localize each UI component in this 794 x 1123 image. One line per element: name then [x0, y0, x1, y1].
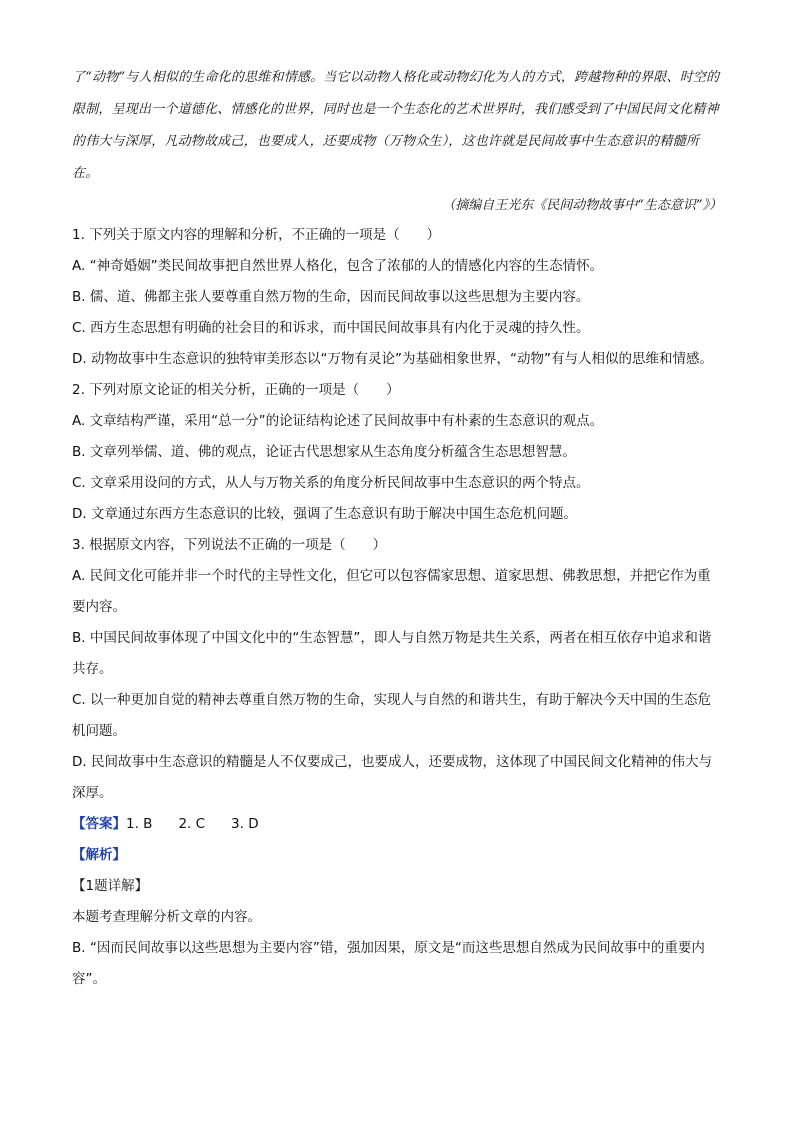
option-c: C. 文章采用设问的方式，从人与万物关系的角度分析民间故事中生态意识的两个特点。 — [72, 475, 590, 491]
option-c: C. 以一种更加自觉的精神去尊重自然万物的生命，实现人与自然的和谐共生，有助于解决今天中国的生态危机问题。 — [72, 692, 712, 739]
option-b: B. 文章列举儒、道、佛的观点，论证古代思想家从生态角度分析蕴含生态思想智慧。 — [72, 444, 576, 460]
option-a: A. 民间文化可能并非一个时代的主导性文化，但它可以包容儒家思想、道家思想、佛教思想，并把它作为重要内容。 — [72, 568, 711, 615]
analysis-line: B. “因而民间故事以这些思想为主要内容”错，强加因果，原文是“而这些思想自然成为民间故事中的重要内容”。 — [72, 940, 705, 987]
question-stem: 3. 根据原文内容，下列说法不正确的一项是（ ） — [72, 537, 387, 553]
question-1 — [72, 220, 722, 375]
detail-heading: 【1题详解】 — [72, 878, 149, 894]
question-3 — [72, 530, 722, 809]
option-b: B. 中国民间故事体现了中国文化中的“生态智慧”，即人与自然万物是共生关系，两者在相互依存中追求和谐共存。 — [72, 630, 712, 677]
answer-line — [72, 809, 722, 840]
option-d: D. 民间故事中生态意识的精髓是人不仅要成己，也要成人，还要成物，这体现了中国民间文化精神的伟大与深厚。 — [72, 754, 712, 801]
option-b: B. 儒、道、佛都主张人要尊重自然万物的生命，因而民间故事以这些思想为主要内容。 — [72, 289, 590, 305]
answer-label: 【答案】 — [72, 816, 126, 832]
passage-text: 了“动物”与人相似的生命化的思维和情感。当它以动物人格化或动物幻化为人的方式，跨越物种的界限、时空的限制，呈现出一个道德化、情感化的世界，同时也是一个生态化的艺术世界时，我们感受到了中国民间文化精神的伟大与深厚，凡动物故成己，也要成人，还要成物（万物众生），这也许就是民间故事中生态意识的精髓所在。 — [72, 70, 720, 181]
question-2 — [72, 375, 722, 530]
option-a: A. 文章结构严谨，采用“总一分”的论证结构论述了民间故事中有朴素的生态意识的观点。 — [72, 413, 604, 429]
question-stem: 2. 下列对原文论证的相关分析，正确的一项是（ ） — [72, 382, 400, 398]
answer-item: 2. C — [178, 816, 206, 832]
question-stem: 1. 下列关于原文内容的理解和分析，不正确的一项是（ ） — [72, 227, 441, 243]
analysis-line: 本题考查理解分析文章的内容。 — [72, 909, 261, 925]
option-d: D. 动物故事中生态意识的独特审美形态以“万物有灵论”为基础相象世界，“动物”有与人相似的思维和情感。 — [72, 351, 713, 367]
answer-item: 3. D — [231, 816, 259, 832]
passage-source: （摘编自王光东《民间动物故事中“生态意识”》） — [442, 198, 722, 213]
option-a: A. “神奇婚姻”类民间故事把自然世界人格化，包含了浓郁的人的情感化内容的生态情怀。 — [72, 258, 604, 274]
option-c: C. 西方生态思想有明确的社会目的和诉求，而中国民间故事具有内化于灵魂的持久性。 — [72, 320, 590, 336]
answer-item: 1. B — [126, 816, 153, 832]
document-page — [72, 62, 722, 995]
analysis-label: 【解析】 — [72, 847, 126, 863]
option-d: D. 文章通过东西方生态意识的比较，强调了生态意识有助于解决中国生态危机问题。 — [72, 506, 577, 522]
